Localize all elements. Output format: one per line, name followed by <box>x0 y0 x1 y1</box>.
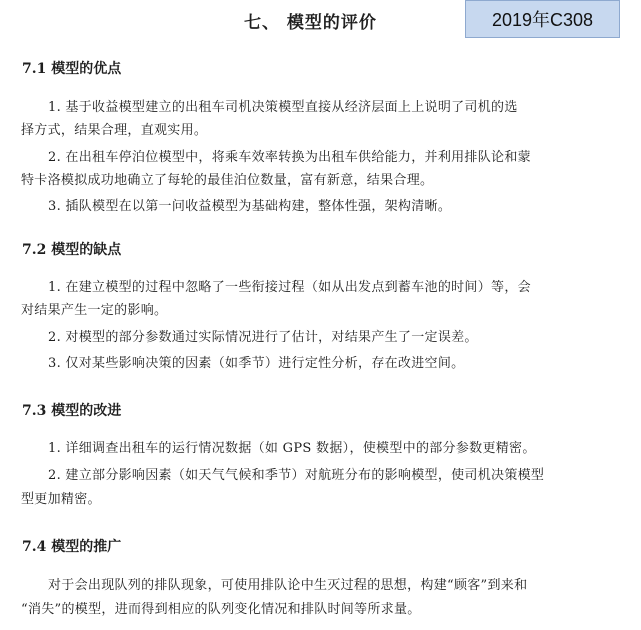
source-tag-badge: 2019年C308 <box>465 0 620 38</box>
section-heading-7-2: 7.2 模型的缺点 <box>22 242 122 258</box>
page-title: 七、 模型的评价 <box>244 13 377 33</box>
paragraph-line: 择方式，结果合理，直观实用。 <box>21 123 208 138</box>
section-heading-7-3: 7.3 模型的改进 <box>22 403 122 419</box>
section-heading-7-1: 7.1 模型的优点 <box>22 61 122 77</box>
section-heading-7-4: 7.4 模型的推广 <box>22 539 122 555</box>
paragraph-line: “消失”的模型，进而得到相应的队列变化情况和排队时间等所求量。 <box>21 602 421 617</box>
paragraph-line: 2. 建立部分影响因素（如天气气候和季节）对航班分布的影响模型，使司机决策模型 <box>48 468 545 483</box>
paragraph-line: 1. 基于收益模型建立的出租车司机决策模型直接从经济层面上上说明了司机的选 <box>48 100 518 115</box>
paragraph-line: 特卡洛模拟成功地确立了每轮的最佳泊位数量，富有新意，结果合理。 <box>21 173 434 188</box>
paragraph-line: 3. 插队模型在以第一问收益模型为基础构建，整体性强，架构清晰。 <box>48 199 452 214</box>
paragraph-line: 2. 对模型的部分参数通过实际情况进行了估计，对结果产生了一定误差。 <box>48 330 478 345</box>
paragraph-line: 对于会出现队列的排队现象，可使用排队论中生灭过程的思想，构建“顾客”到来和 <box>48 578 528 593</box>
paragraph-line: 2. 在出租车停泊位模型中，将乘车效率转换为出租车供给能力，并利用排队论和蒙 <box>48 150 531 165</box>
paragraph-line: 对结果产生一定的影响。 <box>21 303 168 318</box>
paragraph-line: 1. 详细调查出租车的运行情况数据（如 GPS 数据），使模型中的部分参数更精密。 <box>48 441 536 456</box>
paragraph-line: 型更加精密。 <box>21 492 101 507</box>
paragraph-line: 1. 在建立模型的过程中忽略了一些衔接过程（如从出发点到蓄车池的时间）等，会 <box>48 280 531 295</box>
paragraph-line: 3. 仅对某些影响决策的因素（如季节）进行定性分析，存在改进空间。 <box>48 356 465 371</box>
